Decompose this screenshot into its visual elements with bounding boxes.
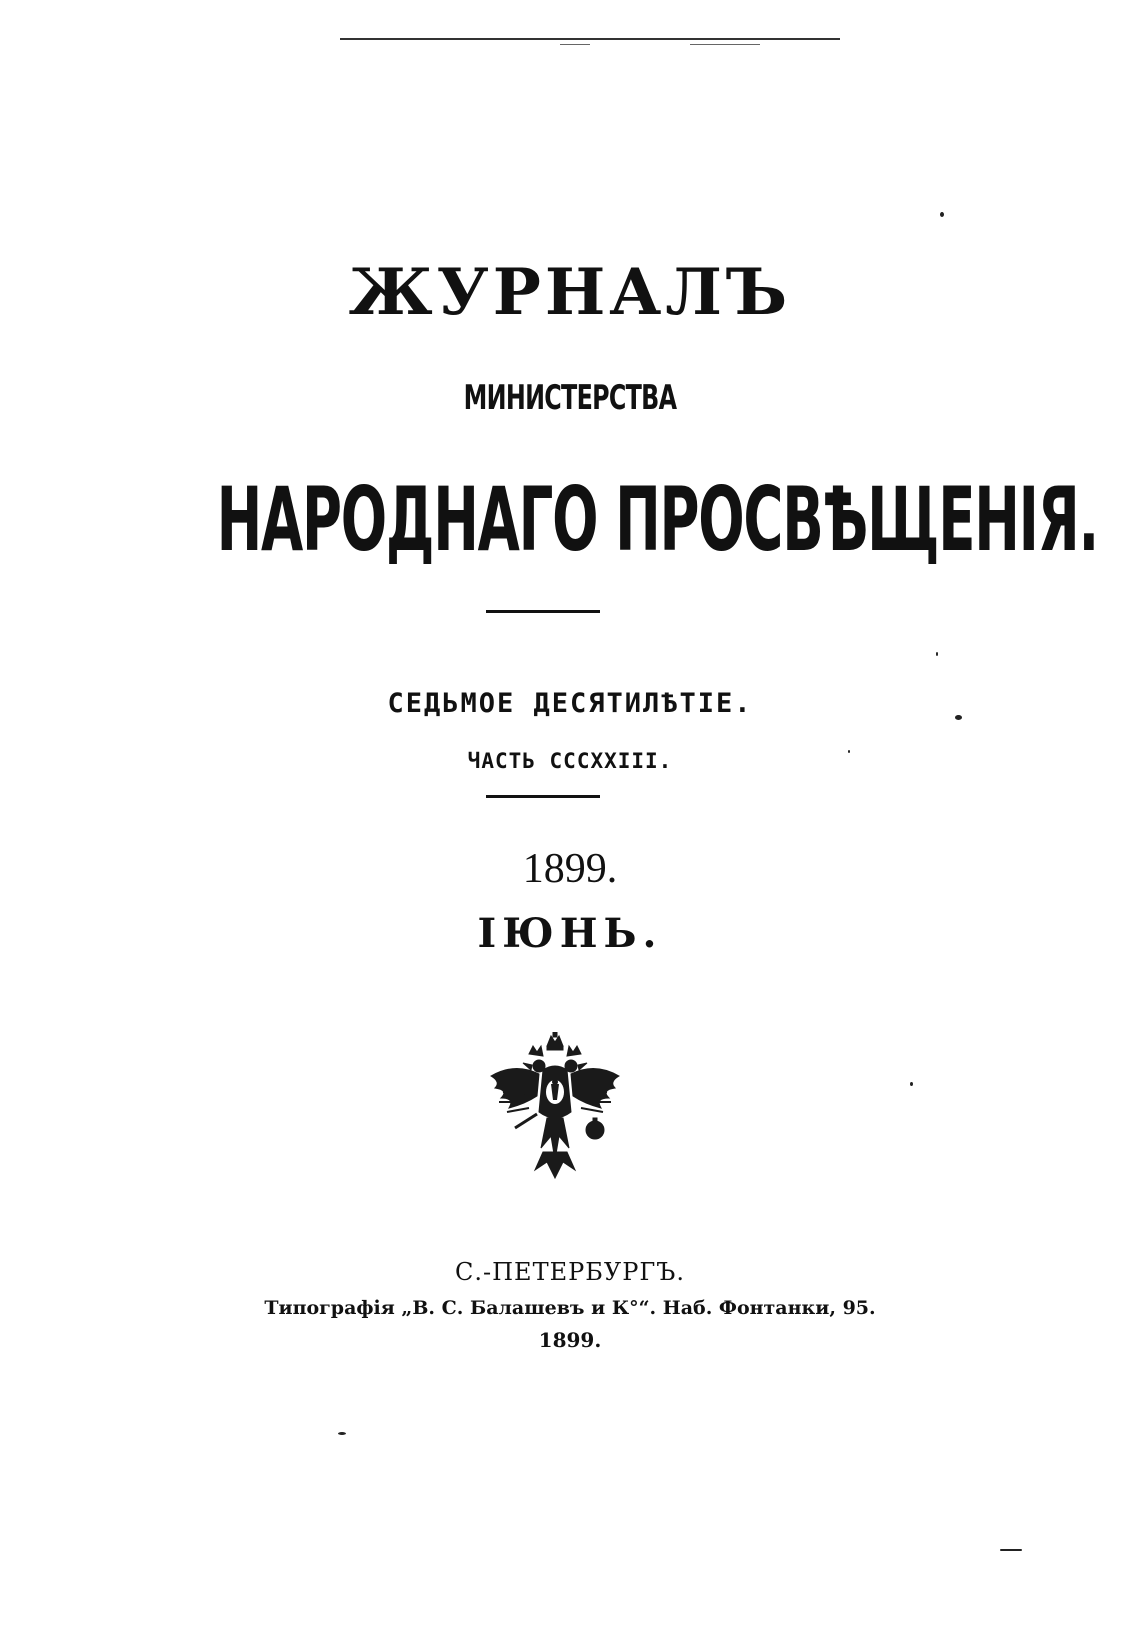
page-speck [910, 1082, 913, 1086]
double-headed-eagle-icon [485, 1032, 625, 1182]
page-speck [955, 715, 962, 720]
page-speck [338, 1432, 346, 1435]
decade-label: СЕДЬМОЕ ДЕСЯТИЛѢТІЕ. [387, 688, 753, 719]
divider-rule [486, 795, 600, 798]
part-label: ЧАСТЬ СССХХIII. [467, 749, 673, 773]
page-speck [1000, 1549, 1022, 1551]
issue-month: ІЮНЬ. [477, 910, 663, 957]
page-speck [848, 750, 850, 753]
journal-title: ЖУРНАЛЪ [348, 255, 792, 330]
imprint-printer: Типографія „В. С. Балашевъ и К°“. Наб. Фонтанки, 95. [264, 1297, 876, 1319]
page-speck [940, 212, 944, 217]
imprint-city: С.-ПЕТЕРБУРГЪ. [455, 1258, 685, 1286]
top-rule-dash [560, 44, 590, 45]
issue-year: 1899. [522, 846, 618, 892]
divider-rule [486, 610, 600, 613]
page-speck [936, 652, 938, 656]
imprint-year: 1899. [538, 1328, 602, 1352]
top-rule [340, 38, 840, 40]
top-rule-dash [690, 44, 760, 45]
subtitle-line-1: МИНИСТЕРСТВА [463, 378, 677, 418]
subtitle-line-2: НАРОДНАГО ПРОСВѢЩЕНІЯ. [216, 468, 1099, 571]
